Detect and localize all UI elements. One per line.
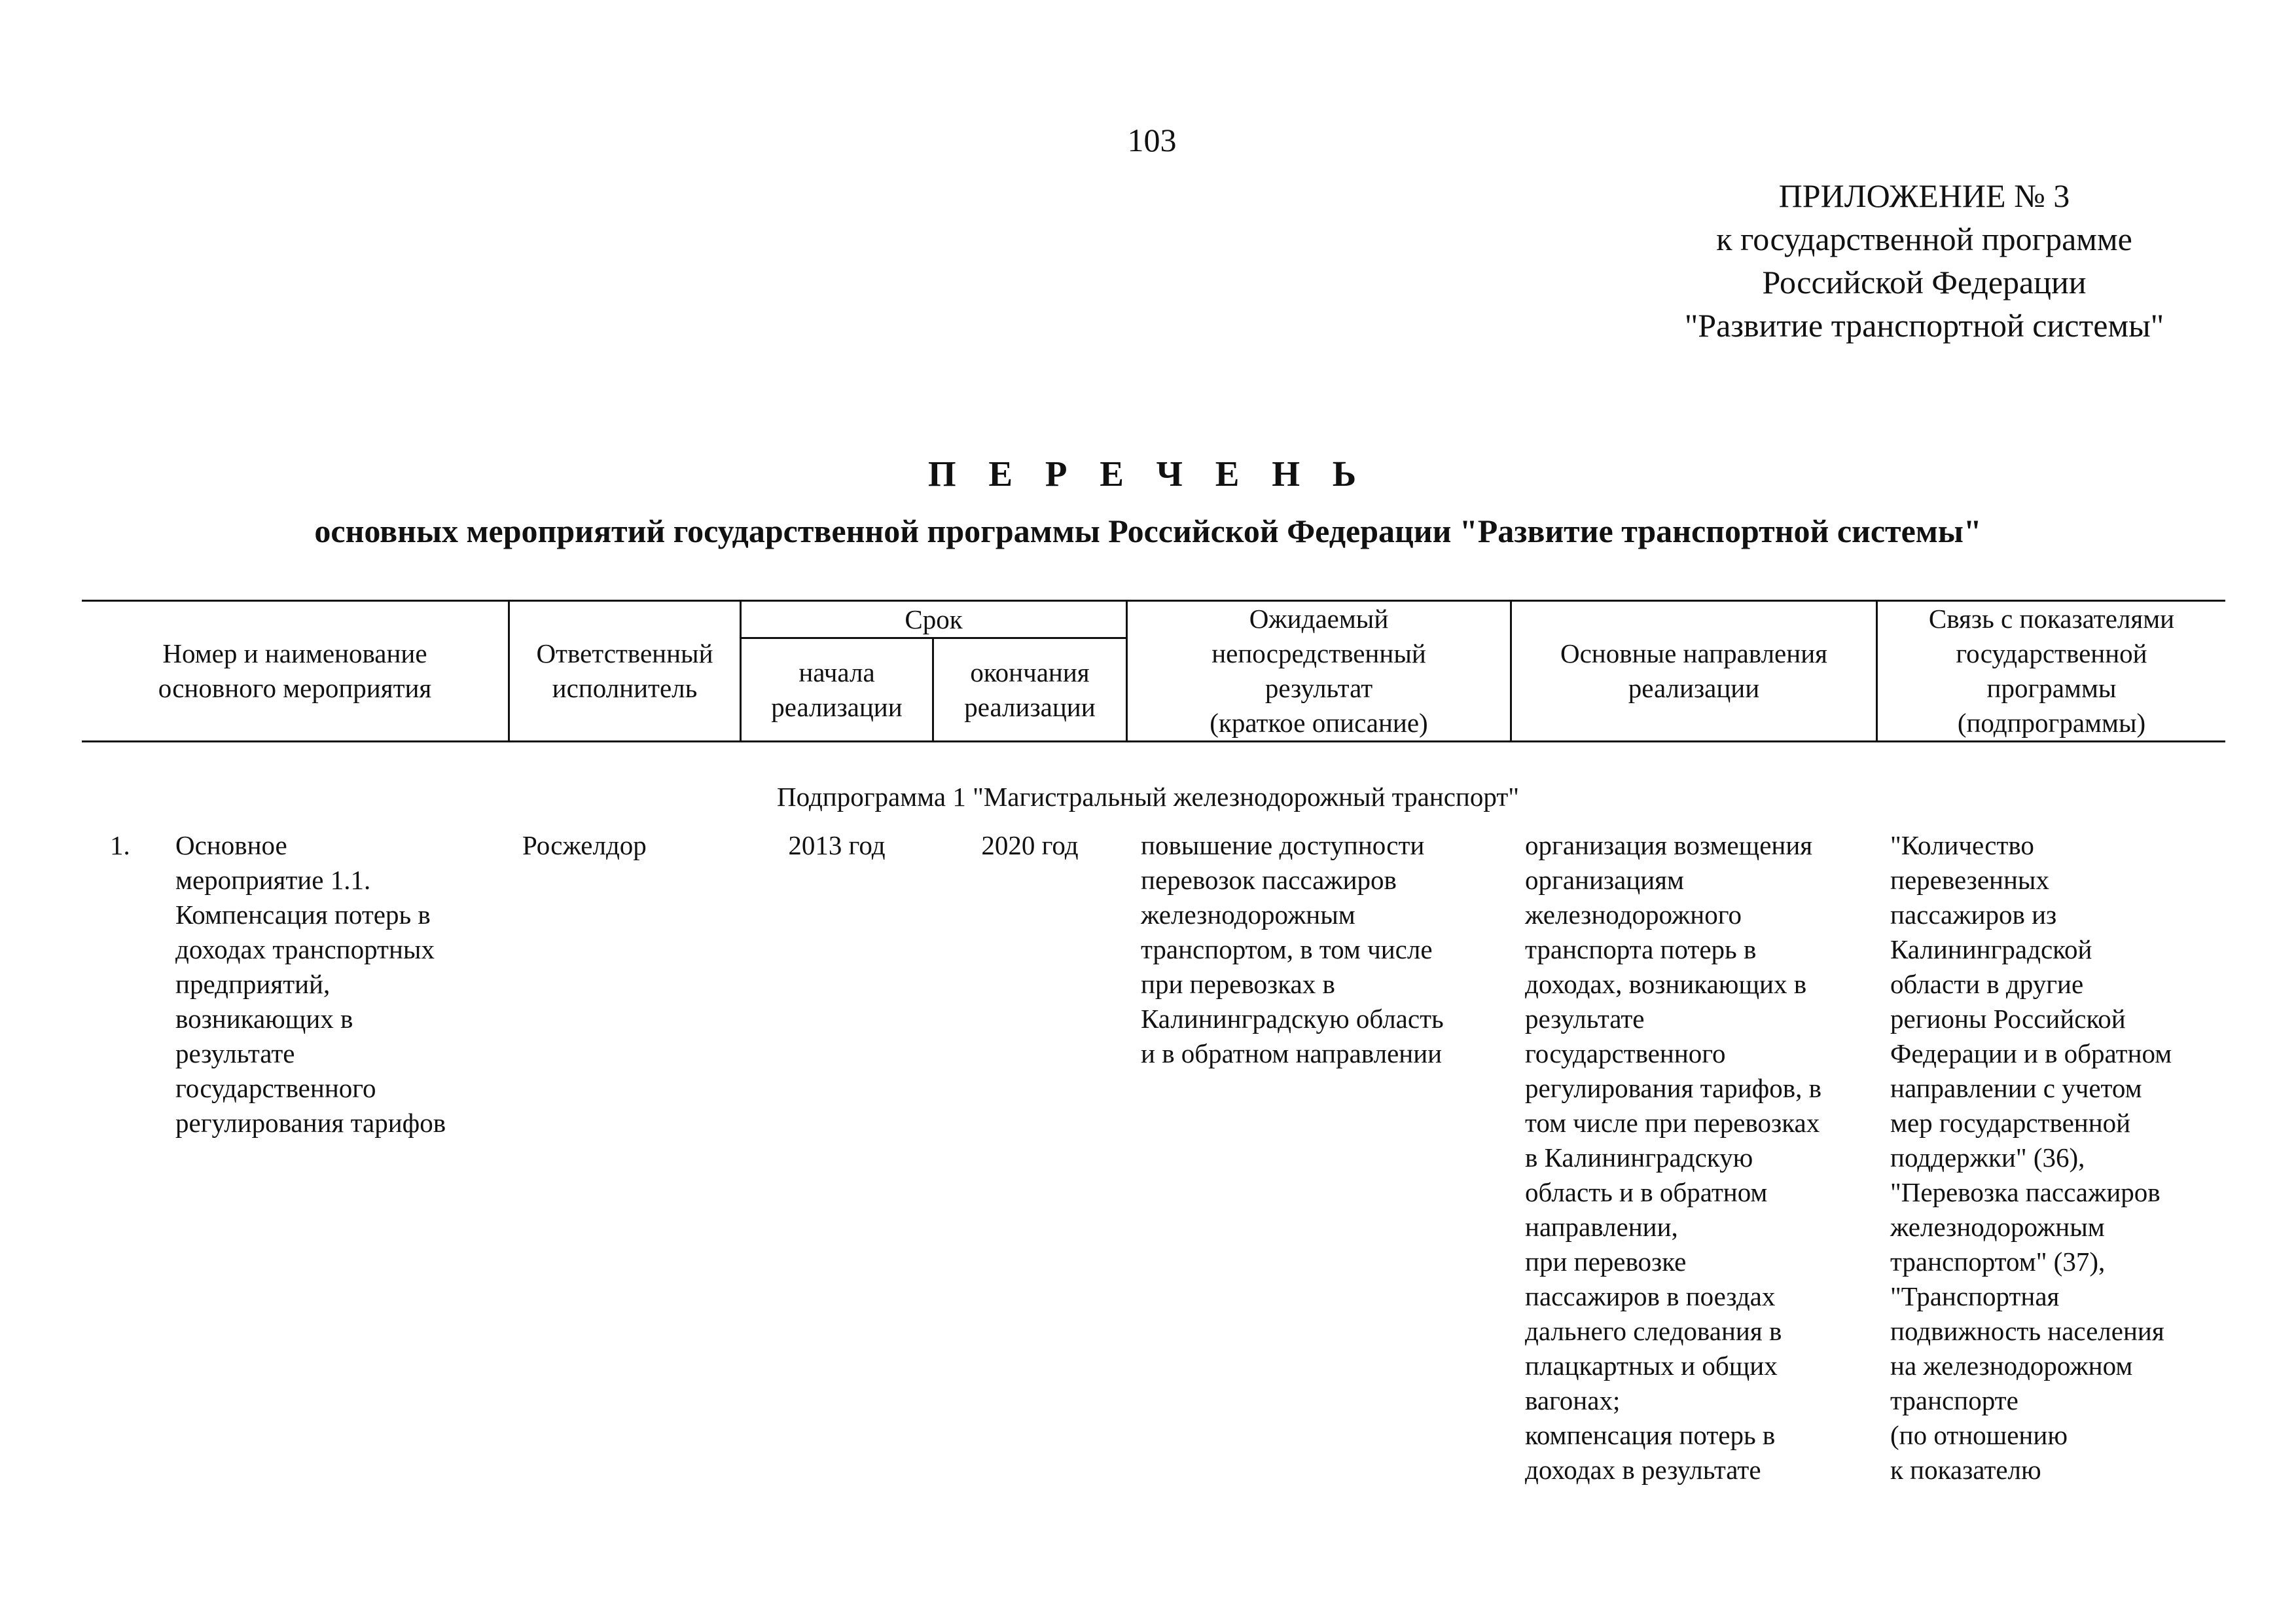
- header-bottom-border: [82, 740, 2225, 742]
- subprogram-heading: Подпрограмма 1 "Магистральный железнодорожный транспорт": [777, 782, 1519, 812]
- row-directions: организация возмещения организациям железнодорожного транспорта потерь в доходах, возникающих в результате государственного регулирования тарифов, в том числе при перевозках в Калининградскую область и в обратном направлении, при перевозке пассажиров в поездах дальнего следования в плацкартных и общих вагонах; компенсация потерь в доходах в результате: [1525, 830, 1821, 1485]
- header-result: Ожидаемый непосредственный результат (краткое описание): [1210, 604, 1428, 738]
- document-subtitle: основных мероприятий государственной программы Российской Федерации "Развитие транспортной системы": [314, 513, 1982, 549]
- header-directions: Основные направления реализации: [1560, 638, 1827, 703]
- row-start: 2013 год: [788, 830, 886, 860]
- header-start: начала реализации: [771, 657, 903, 722]
- row-executor: Росжелдор: [522, 830, 647, 860]
- appendix-title: ПРИЛОЖЕНИЕ № 3: [1778, 177, 2070, 214]
- row-result: повышение доступности перевозок пассажиров железнодорожным транспортом, в том числе при перевозках в Калининградскую область и в обратном направлении: [1141, 830, 1444, 1068]
- header-executor: Ответственный исполнитель: [536, 638, 713, 703]
- row-number: 1.: [110, 830, 130, 860]
- document-title: П Е Р Е Ч Е Н Ь: [927, 454, 1369, 494]
- appendix-line: к государственной программе: [1716, 221, 2132, 257]
- appendix-line: "Развитие транспортной системы": [1684, 307, 2164, 344]
- appendix-block: [1558, 174, 2291, 347]
- header-indicators: Связь с показателями государственной программы (подпрограммы): [1928, 604, 2175, 738]
- appendix-line: Российской Федерации: [1762, 264, 2087, 301]
- row-indicators: "Количество перевезенных пассажиров из Калининградской области в другие регионы Российской Федерации и в обратном направлении с учетом мер государственной поддержки" (36), "Перевозка пассажиров железнодорожным транспортом" (37), "Транспортная подвижность населения на железнодорожном транспорте (по отношению к показателю: [1890, 830, 2172, 1485]
- header-name: Номер и наименование основного мероприятия: [158, 638, 432, 703]
- row-name: Основное мероприятие 1.1. Компенсация потерь в доходах транспортных предприятий, возникающих в результате государственного регулирования тарифов: [175, 830, 446, 1138]
- header-end: окончания реализации: [964, 657, 1096, 722]
- header-term: Срок: [905, 604, 963, 634]
- page-number: 103: [1127, 122, 1177, 158]
- row-end: 2020 год: [981, 830, 1079, 860]
